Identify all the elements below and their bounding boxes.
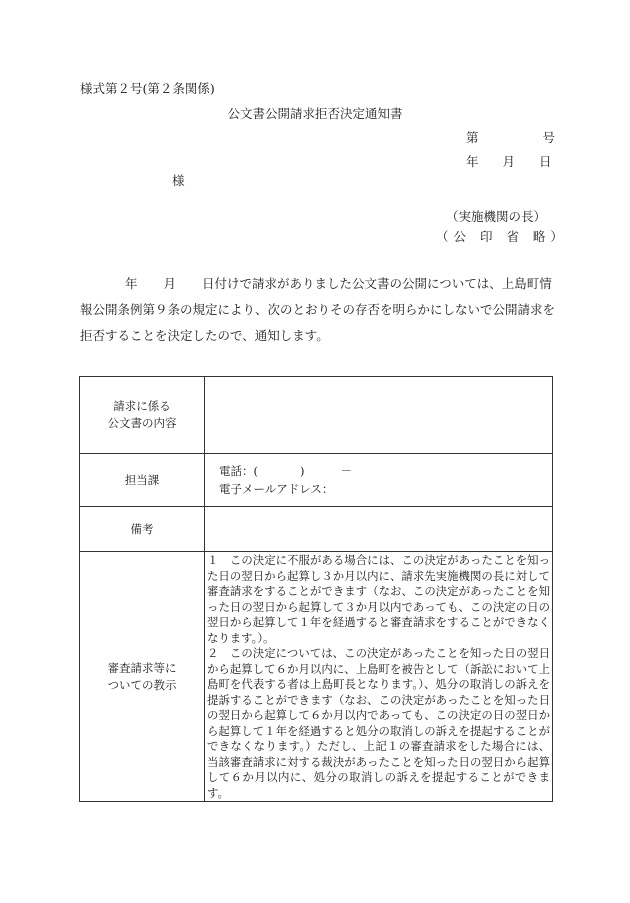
date-month: 月 [502,154,516,169]
body-paragraph [80,271,556,349]
phone-dash: － [340,464,352,478]
appeal-instruction-item-2: ２ この決定については、この決定があったことを知った日の翌日から起算して６か月以内に、上島町を被告として（訴訟において上島町を代表する者は上島町長となります。）、処分の取消しの訴えを提訴することができます（なお、この決定があったことを知った日の翌日から起算して６か月以内であっても、この決定の日の翌日から起算して１年を経過すると処分の取消しの訴えを提起することができなくなります。）ただし、上記１の審査請求をした場合には、当該審査請求に対する裁決があったことを知った日の翌日から起算して６か月以内に、処分の取消しの訴えを提起することができます。 [207,646,550,800]
appeal-instruction-text [205,552,553,802]
info-table [79,376,553,802]
date-day: 日 [539,154,552,169]
addressee-honorific: 様 [172,173,185,188]
phone-paren-close: ) [300,464,305,478]
phone-label: 電話：( [219,464,258,478]
remarks-label: 備考 [80,507,205,552]
remarks-value [205,507,553,552]
body-month: 月 [163,276,177,291]
document-title: 公文書公開請求拒否決定通知書 [227,106,403,121]
form-number: 様式第２号(第２条関係) [80,81,215,96]
date-year: 年 [466,154,479,169]
row-appeal-instruction [80,552,553,802]
seal-omitted: （公 印 省 略） [436,229,568,244]
row-department [80,454,553,507]
body-year: 年 [125,276,138,291]
department-contact [205,454,553,507]
date-line [466,152,552,170]
department-label: 担当課 [80,454,205,507]
appeal-instruction-item-1: １ この決定に不服がある場合には、この決定があったことを知った日の翌日から起算し３か月以内に、請求先実施機関の長に対して審査請求をすることができます（なお、この決定があったことを知った日の翌日から起算して３か月以内であっても、この決定の日の翌日から起算して１年を経過すると審査請求をすることができなくなります。）。 [207,553,550,645]
body-text: 日付けで請求がありました公文書の公開については、上島町情報公開条例第９条の規定により、次のとおりその存否を明らかにしないで公開請求を拒否することを決定したので、通知します。 [80,276,556,343]
appeal-instruction-label-line1: 審査請求等に [107,660,177,675]
doc-number-prefix: 第 [466,130,479,145]
row-document-content [80,377,553,454]
appeal-instruction-label [80,552,205,802]
phone-line [219,462,548,480]
issuer-title: （実施機関の長） [446,209,547,224]
document-content-label [80,377,205,454]
appeal-instruction-label-line2: ついての教示 [107,677,177,692]
document-content-label-line2: 公文書の内容 [107,416,177,430]
document-number-line [466,128,555,146]
email-line: 電子メールアドレス： [219,482,334,496]
row-remarks [80,507,553,552]
doc-number-suffix: 号 [542,130,556,145]
document-content-value [205,377,553,454]
document-content-label-line1: 請求に係る [113,399,171,413]
